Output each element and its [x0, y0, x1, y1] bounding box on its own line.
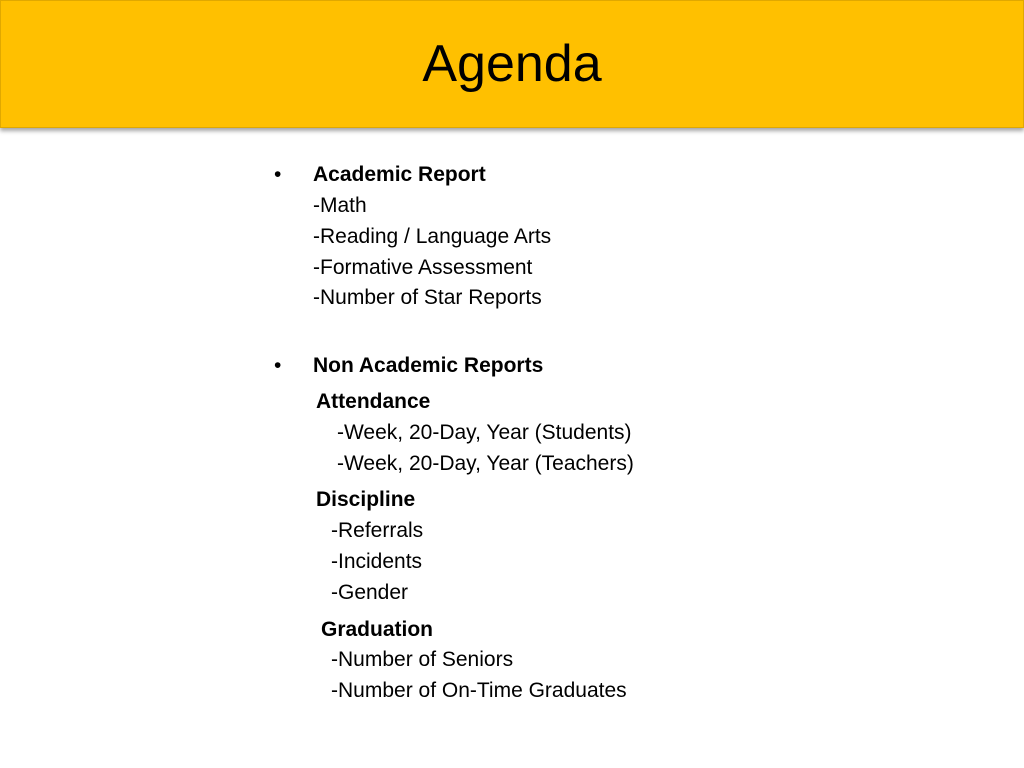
discipline-item-referrals: -Referrals [331, 519, 424, 542]
non-academic-reports-heading: Non Academic Reports [313, 354, 544, 377]
academic-item-star-reports: -Number of Star Reports [313, 286, 542, 309]
academic-item-math: -Math [313, 194, 367, 217]
attendance-item-teachers: -Week, 20-Day, Year (Teachers) [337, 452, 634, 475]
discipline-item-gender: -Gender [331, 581, 409, 604]
graduation-heading: Graduation [321, 618, 434, 641]
bullet-non-academic: • [274, 354, 282, 377]
discipline-item-incidents: -Incidents [331, 550, 423, 573]
graduation-item-seniors: -Number of Seniors [331, 648, 514, 671]
academic-item-formative: -Formative Assessment [313, 256, 533, 279]
academic-item-reading: -Reading / Language Arts [313, 225, 552, 248]
academic-report-heading: Academic Report [313, 163, 486, 186]
slide-title: Agenda [422, 35, 602, 93]
attendance-item-students: -Week, 20-Day, Year (Students) [337, 421, 632, 444]
graduation-item-on-time: -Number of On-Time Graduates [331, 679, 627, 702]
bullet-academic: • [274, 163, 282, 186]
attendance-heading: Attendance [316, 390, 431, 413]
discipline-heading: Discipline [316, 488, 416, 511]
